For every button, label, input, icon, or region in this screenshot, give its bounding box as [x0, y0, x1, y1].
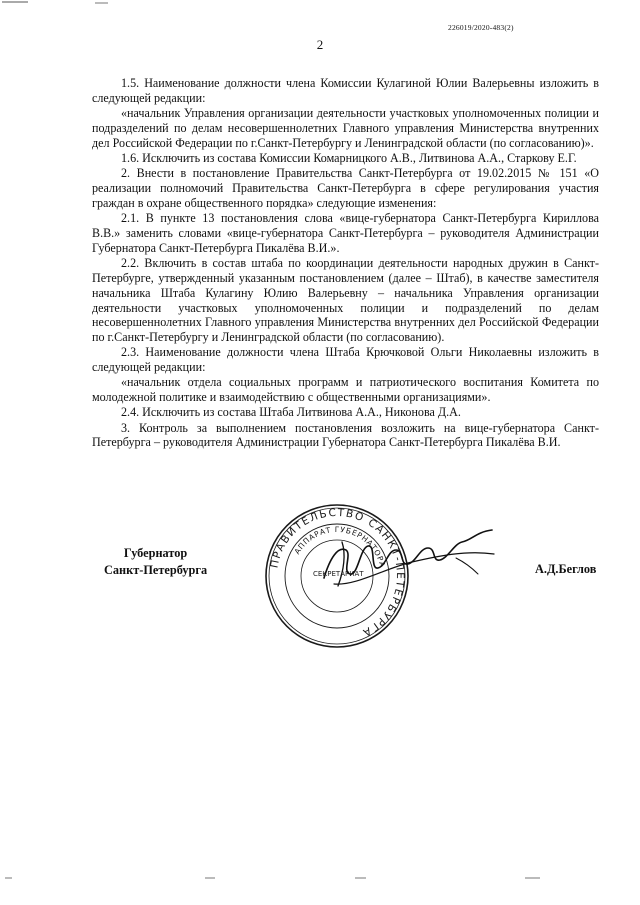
signatory-title: [104, 545, 207, 579]
paragraph-2-2: 2.2. Включить в состав штаба по координации деятельности народных дружин в Санкт-Петербурге, утвержденный указанным постановлением (далее – Штаб), в качестве заместителя начальника Штаба Кулагину Юлию Валерьевну – начальника Управления организации деятельности участковых уполномоченных полиции и подразделений по делам несовершеннолетних Главного управления Министерства внутренних дел Российской Федерации по г.Санкт-Петербургу и Ленинградской области (по согласованию).: [92, 255, 599, 345]
signatory-title-line1: Губернатор: [123, 546, 188, 560]
paragraph-3: 3. Контроль за выполнением постановления возложить на вице-губернатора Санкт-Петербурга – руководителя Администрации Губернатора Санкт-Петербурга Пикалёва В.И.: [92, 420, 599, 450]
paragraph-2: 2. Внести в постановление Правительства Санкт-Петербурга от 19.02.2015 № 151 «О реализации полномочий Правительства Санкт-Петербурга в сфере регулирования участия граждан в охране общественного порядка» следующие изменения:: [92, 166, 599, 210]
page-number: 2: [316, 37, 324, 52]
paragraph-1-6: 1.6. Исключить из состава Комиссии Комарницкого А.В., Литвинова А.А., Старкову Е.Г.: [121, 150, 577, 165]
signatory-title-line2: Санкт-Петербурга: [104, 563, 208, 577]
seal-inner-text: АППАРАТ ГУБЕРНАТОРА: [292, 524, 388, 569]
signatory-name: А.Д.Беглов: [535, 562, 597, 576]
paragraph-1-5-quote: «начальник Управления организации деятельности участковых уполномоченных полиции и подразделений по делам несовершеннолетних Главного управления Министерства внутренних дел Российской Федерации по г.Санкт-Петербургу и Ленинградской области (по согласованию)».: [92, 106, 599, 150]
paragraph-2-3-quote: «начальник отдела социальных программ и патриотического воспитания Комитета по молодежной политике и взаимодействию с общественными организациями».: [92, 375, 599, 405]
scan-edge-marks-bottom: [0, 874, 640, 882]
scan-edge-marks-top: [0, 0, 640, 10]
paragraph-1-5: 1.5. Наименование должности члена Комиссии Кулагиной Юлии Валерьевны изложить в следующей редакции:: [92, 76, 599, 105]
seal-outer-text: ПРАВИТЕЛЬСТВО САНКТ-ПЕТЕРБУРГА: [268, 506, 407, 640]
paragraph-2-1: 2.1. В пункте 13 постановления слова «вице-губернатора Санкт-Петербурга Кириллова В.В.» заменить словами «вице-губернатора Санкт-Петербурга – руководителя Администрации Губернатора Санкт-Петербурга Пикалёва В.И.».: [92, 210, 599, 255]
handwritten-signature: [316, 528, 501, 590]
document-body: [92, 76, 599, 451]
paragraph-2-4: 2.4. Исключить из состава Штаба Литвинова А.А., Никонова Д.А.: [121, 405, 461, 420]
seal-center-text: СЕКРЕТАРИАТ: [313, 570, 364, 578]
paragraph-2-3: 2.3. Наименование должности члена Штаба Крючковой Ольги Николаевны изложить в следующей редакции:: [92, 345, 599, 375]
document-id: 226019/2020-483(2): [448, 23, 514, 32]
